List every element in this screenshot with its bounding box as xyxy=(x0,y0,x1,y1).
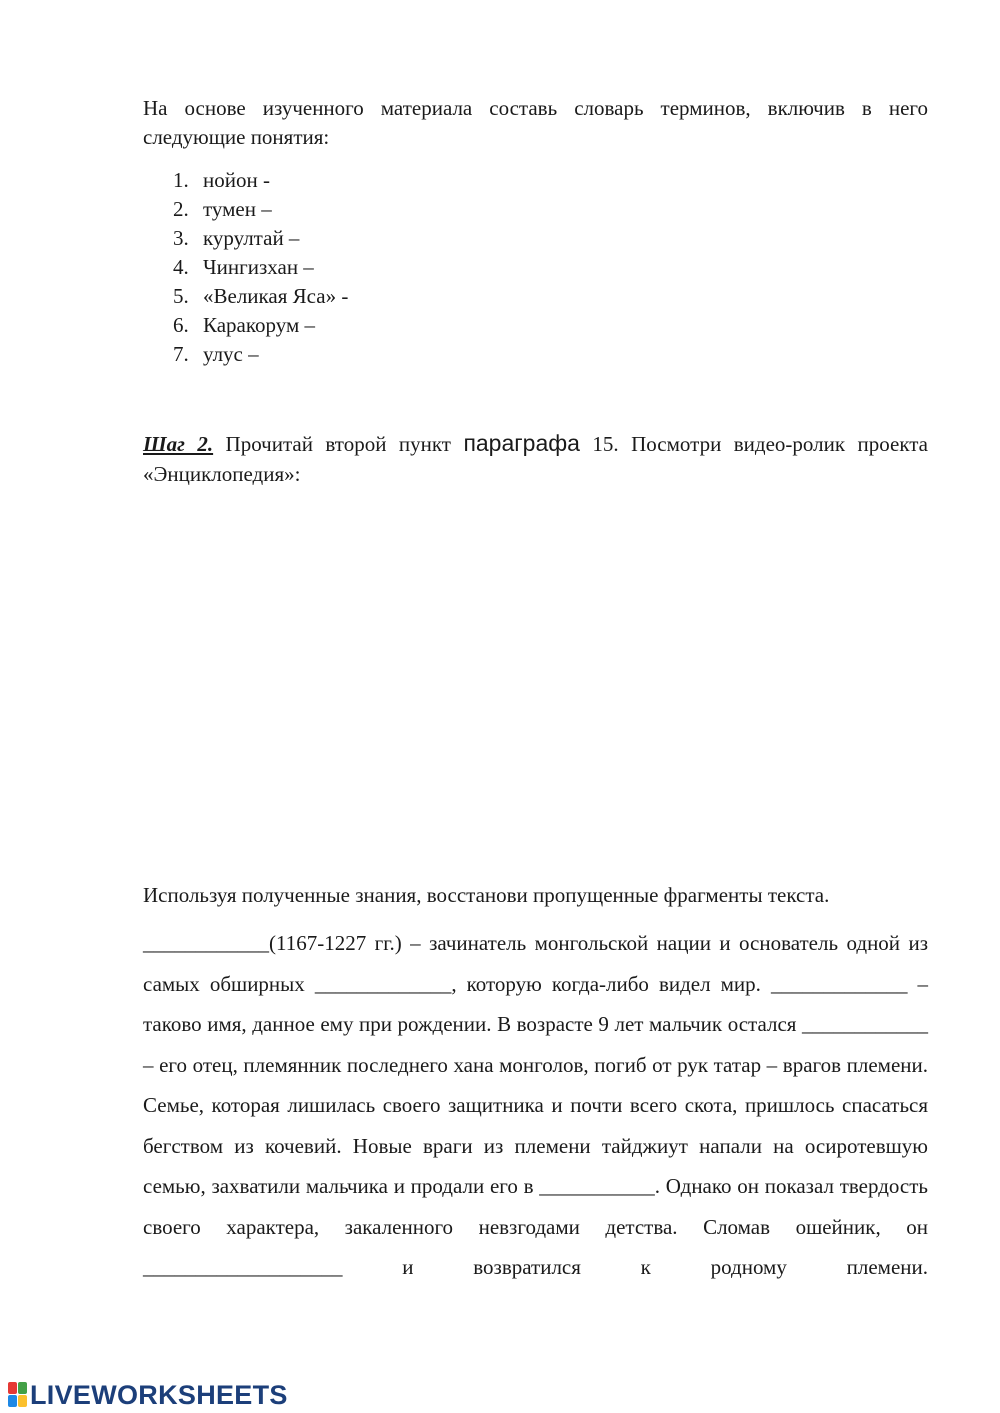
list-item xyxy=(143,224,743,253)
footer-logo[interactable] xyxy=(8,1377,288,1413)
list-item-text: Чингизхан – xyxy=(203,255,314,279)
logo-square xyxy=(8,1382,17,1394)
step-word-paragraph: параграфа xyxy=(463,430,580,456)
list-item-text: курултай – xyxy=(203,226,300,250)
list-item xyxy=(143,282,743,311)
list-item-number: 6. xyxy=(173,313,189,337)
logo-square xyxy=(18,1382,27,1394)
logo-square xyxy=(8,1395,17,1407)
logo-square xyxy=(18,1395,27,1407)
list-item xyxy=(143,311,743,340)
list-item-number: 5. xyxy=(173,284,189,308)
step-2-paragraph xyxy=(143,428,928,489)
list-item xyxy=(143,253,743,282)
list-item-text: Каракорум – xyxy=(203,313,315,337)
logo-text: LIVEWORKSHEETS xyxy=(30,1379,288,1410)
step-text-before: Прочитай второй пункт xyxy=(213,432,464,456)
step-text-after: 15. Посмотри видео-ролик проекта «Энциклопедия»: xyxy=(143,432,928,486)
fill-in-text: ____________(1167-1227 гг.) – зачинатель монгольской нации и основатель одной из самых обширных _____________, которую когда-либо видел мир. _____________ – таково имя, данное ему при рождении. В возрасте 9 лет мальчик остался ____________ – его отец, племянник последнего хана монголов, погиб от рук татар – врагов племени. Семье, которая лишилась своего защитника и почти всего скота, пришлось спасаться бегством из кочевий. Новые враги из племени тайджиут напали на осиротевшую семью, захватили мальчика и продали его в ___________. Однако он показал твердость своего характера, закаленного невзгодами детства. Сломав ошейник, он ___________________ и возвратился к родному племени. xyxy=(143,931,928,1279)
terms-list xyxy=(143,166,743,369)
video-placeholder[interactable] xyxy=(143,500,928,860)
list-item-number: 4. xyxy=(173,255,189,279)
list-item-number: 2. xyxy=(173,197,189,221)
list-item-text: улус – xyxy=(203,342,259,366)
list-item-text: «Великая Яса» - xyxy=(203,284,349,308)
list-item xyxy=(143,340,743,369)
step-label: Шаг 2. xyxy=(143,432,214,456)
list-item-text: тумен – xyxy=(203,197,272,221)
list-item-number: 1. xyxy=(173,168,189,192)
liveworksheets-logo-icon xyxy=(8,1382,28,1408)
list-item xyxy=(143,195,743,224)
list-item-text: нойон - xyxy=(203,168,270,192)
intro-paragraph: На основе изученного материала составь словарь терминов, включив в него следующие понятия: xyxy=(143,96,928,149)
list-item-number: 7. xyxy=(173,342,189,366)
list-item xyxy=(143,166,743,195)
list-item-number: 3. xyxy=(173,226,189,250)
task-instruction: Используя полученные знания, восстанови пропущенные фрагменты текста. xyxy=(143,883,830,907)
